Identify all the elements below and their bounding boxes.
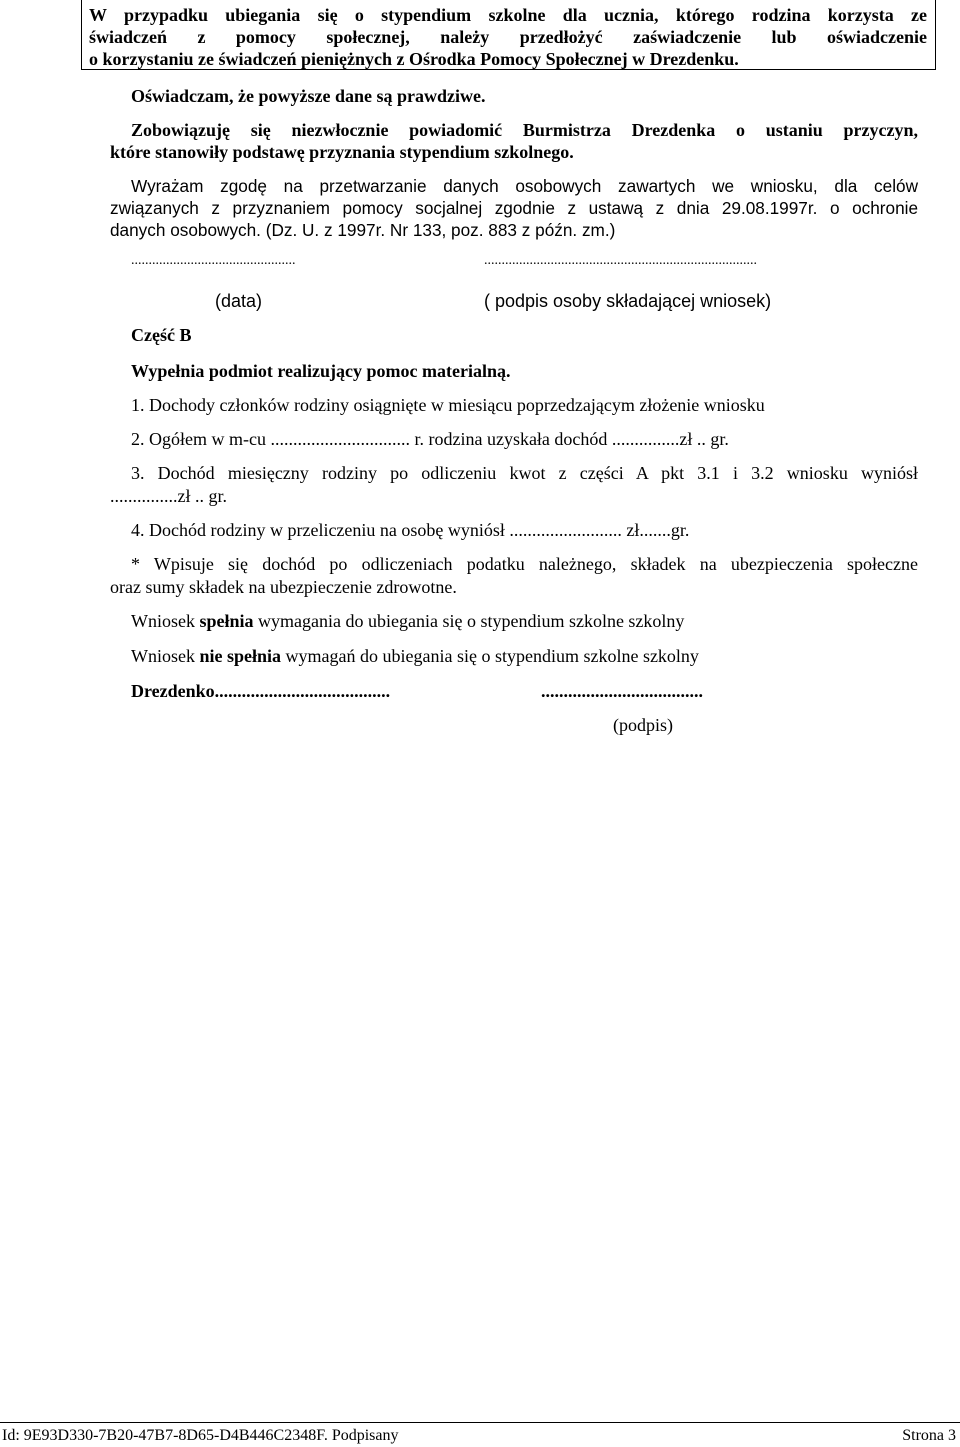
item-3-line-2: ...............zł .. gr. — [110, 486, 227, 506]
final-signature-label: (podpis) — [613, 715, 673, 735]
part-b-subheading: Wypełnia podmiot realizujący pomoc materialną. — [131, 361, 511, 381]
part-b-heading: Część B — [131, 325, 192, 345]
footer-page-number: Strona 3 — [902, 1427, 956, 1444]
truth-declaration: Oświadczam, że powyższe dane są prawdziwe. — [131, 86, 486, 106]
consent-line-2: związanych z przyznaniem pomocy socjalnej zgodnie z ustawą z dnia 29.08.1997r. o ochronie — [110, 198, 918, 218]
note-line-1: * Wpisuje się dochód po odliczeniach podatku należnego, składek na ubezpieczenia społeczne — [131, 554, 918, 574]
meets-suffix: wymagania do ubiegania się o stypendium szkolne szkolny — [253, 611, 685, 631]
footer-rule — [0, 1422, 960, 1423]
meets-bold: spełnia — [199, 611, 254, 631]
place-line: Drezdenko....................................... — [131, 681, 391, 701]
notmeets-bold: nie spełnia — [199, 646, 282, 666]
not-meets-requirements — [131, 646, 699, 667]
date-dots: ............................................... — [131, 253, 296, 268]
final-signature-dots: .................................... — [541, 681, 703, 701]
notice-line-3: o korzystaniu ze świadczeń pieniężnych z Ośrodka Pomocy Społecznej w Drezdenku. — [89, 49, 739, 69]
notice-line-1: W przypadku ubiegania się o stypendium szkolne dla ucznia, którego rodzina korzysta ze — [89, 5, 927, 25]
notmeets-suffix: wymagań do ubiegania się o stypendium szkolne szkolny — [281, 646, 699, 666]
item-2: 2. Ogółem w m-cu ............................... r. rodzina uzyskała dochód ...............zł .. gr. — [131, 429, 729, 449]
signature-label: ( podpis osoby składającej wniosek) — [484, 291, 772, 311]
notmeets-prefix: Wniosek — [131, 646, 200, 666]
signature-dots: .............................................................................. — [484, 253, 757, 268]
obligation-line-2: które stanowiły podstawę przyznania stypendium szkolnego. — [110, 142, 574, 162]
footer-id: Id: 9E93D330-7B20-47B7-8D65-D4B446C2348F. Podpisany — [2, 1427, 399, 1444]
consent-line-3: danych osobowych. (Dz. U. z 1997r. Nr 133, poz. 883 z późn. zm.) — [110, 220, 616, 240]
item-1: 1. Dochody członków rodziny osiągnięte w miesiącu poprzedzającym złożenie wniosku — [131, 395, 765, 415]
notice-line-2: świadczeń z pomocy społecznej, należy przedłożyć zaświadczenie lub oświadczenie — [89, 27, 927, 47]
meets-requirements — [131, 611, 684, 632]
item-3-line-1: 3. Dochód miesięczny rodziny po odliczeniu kwot z części A pkt 3.1 i 3.2 wniosku wyniósł — [131, 463, 918, 483]
date-label: (data) — [215, 291, 263, 311]
meets-prefix: Wniosek — [131, 611, 200, 631]
obligation-line-1: Zobowiązuję się niezwłocznie powiadomić Burmistrza Drezdenka o ustaniu przyczyn, — [131, 120, 918, 140]
note-line-2: oraz sumy składek na ubezpieczenie zdrowotne. — [110, 577, 457, 597]
consent-line-1: Wyrażam zgodę na przetwarzanie danych osobowych zawartych we wniosku, dla celów — [131, 176, 918, 196]
item-4: 4. Dochód rodziny w przeliczeniu na osobę wyniósł ......................... zł.......gr. — [131, 520, 690, 540]
